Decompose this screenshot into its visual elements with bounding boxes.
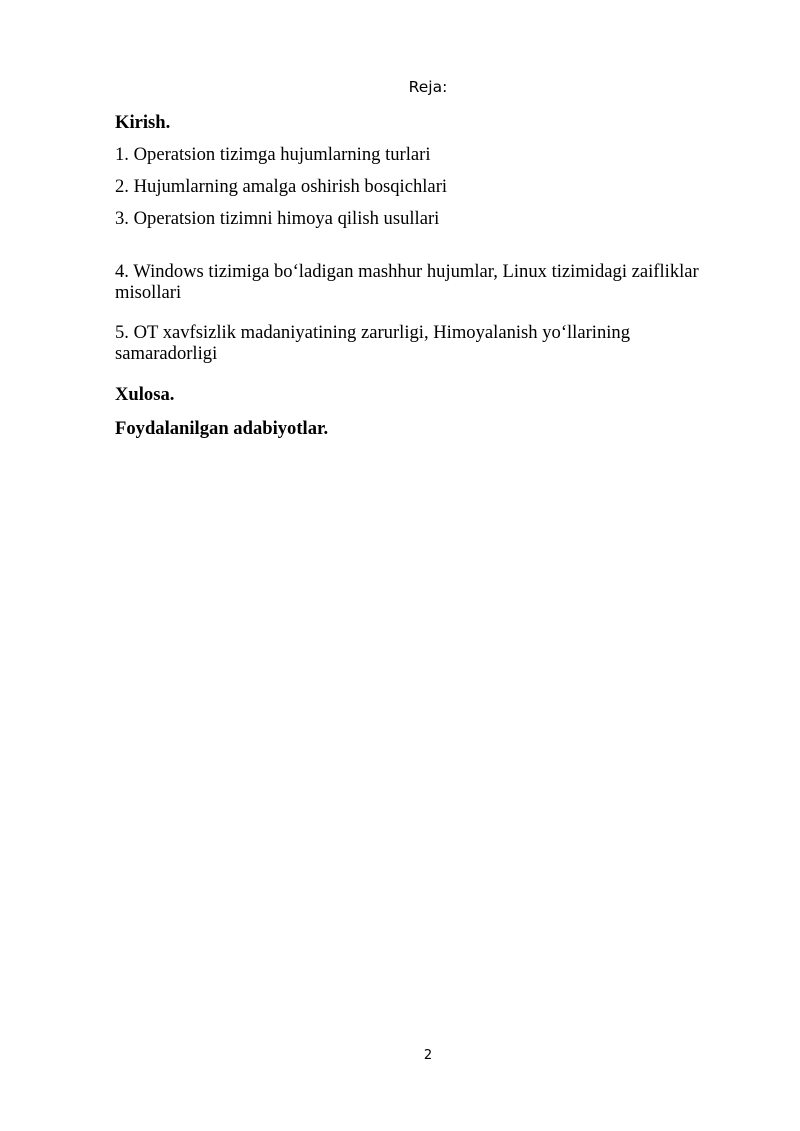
plan-item-3: 3. Operatsion tizimni himoya qilish usullari [115,208,440,229]
plan-item-5: 5. OT xavfsizlik madaniyatining zarurligi, Himoyalanish yo‘llarining samaradorligi [115,322,631,364]
intro-heading: Kirish. [115,112,171,133]
references-heading: Foydalanilgan adabiyotlar. [115,418,329,439]
plan-item-4: 4. Windows tizimiga bo‘ladigan mashhur hujumlar, Linux tizimidagi zaifliklar misollari [115,261,699,303]
plan-item-1: 1. Operatsion tizimga hujumlarning turlari [115,144,431,165]
page-number: 2 [423,1048,433,1063]
plan-item-2: 2. Hujumlarning amalga oshirish bosqichlari [115,176,448,197]
plan-title: Reja: [408,78,448,96]
conclusion-heading: Xulosa. [115,384,175,405]
